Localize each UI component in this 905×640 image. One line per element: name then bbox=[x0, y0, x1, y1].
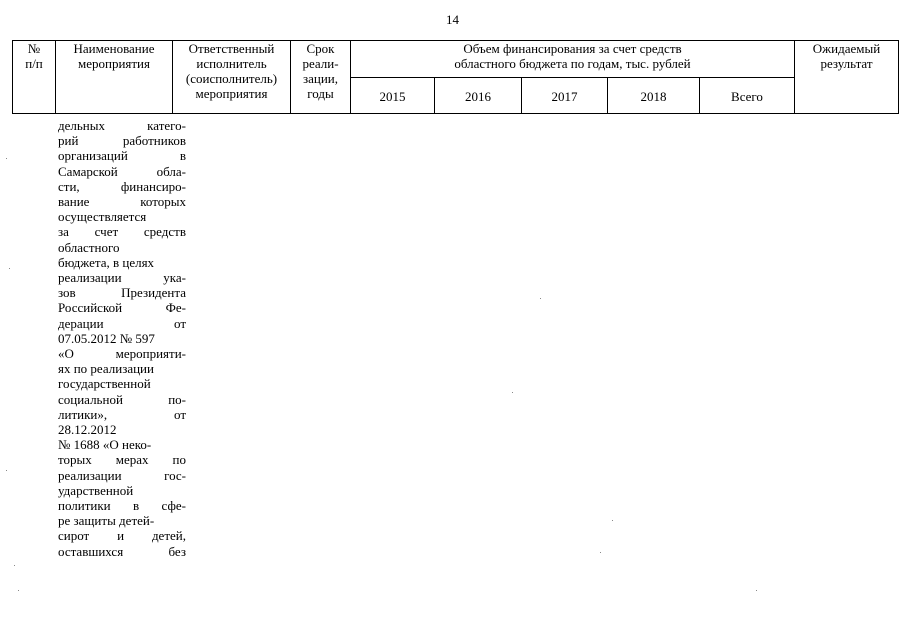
header-col-executor-line: Ответственный bbox=[188, 41, 275, 56]
header-year-total: Всего bbox=[700, 78, 795, 114]
continuation-line: дерации от bbox=[58, 315, 186, 331]
page-number: 14 bbox=[446, 12, 459, 27]
continuation-line: Российской Фе- bbox=[58, 300, 186, 316]
header-col-number-line: п/п bbox=[25, 56, 43, 71]
scan-speck bbox=[512, 392, 513, 393]
header-col-name-line: мероприятия bbox=[77, 56, 150, 71]
header-year-2016: 2016 bbox=[435, 78, 522, 114]
continuation-line: торых мерах по bbox=[58, 452, 186, 468]
continuation-line: «О мероприяти- bbox=[58, 346, 186, 362]
header-year-2017: 2017 bbox=[522, 78, 608, 114]
scan-speck bbox=[600, 552, 601, 553]
continuation-line: дельных катего- bbox=[58, 118, 186, 133]
header-table bbox=[12, 40, 899, 114]
header-col-number bbox=[13, 41, 56, 114]
continuation-line: организаций в bbox=[58, 148, 186, 164]
continuation-line: зов Президента bbox=[58, 285, 186, 301]
continuation-line: оставшихся без bbox=[58, 543, 186, 559]
scan-speck bbox=[612, 520, 613, 521]
header-col-name bbox=[56, 41, 173, 114]
header-col-result bbox=[795, 41, 899, 114]
scan-speck bbox=[14, 565, 15, 566]
continuation-line: реализации ука- bbox=[58, 270, 186, 286]
header-col-funding-line: областного бюджета по годам, тыс. рублей bbox=[454, 56, 691, 71]
header-col-funding-line: Объем финансирования за счет средств bbox=[463, 41, 682, 56]
continuation-line: 28.12.2012 bbox=[58, 422, 117, 438]
scan-speck bbox=[18, 590, 19, 591]
continuation-line: рий работников bbox=[58, 133, 186, 149]
header-col-term-line: годы bbox=[307, 86, 334, 101]
header-col-term-line: зации, bbox=[302, 71, 339, 86]
continuation-line: вание которых bbox=[58, 194, 186, 210]
scan-speck bbox=[540, 298, 541, 299]
scan-speck bbox=[6, 158, 7, 159]
header-col-number-line: № bbox=[27, 41, 41, 56]
measure-name-continuation bbox=[58, 118, 186, 559]
continuation-line: ре защиты детей- bbox=[58, 513, 155, 529]
continuation-line: 07.05.2012 № 597 bbox=[58, 330, 155, 346]
scan-speck bbox=[9, 268, 10, 269]
header-col-term-line: Срок bbox=[306, 41, 335, 56]
continuation-line: сти, финансиро- bbox=[58, 178, 186, 194]
continuation-line: бюджета, в целях bbox=[58, 254, 155, 270]
header-col-executor-line: мероприятия bbox=[195, 86, 268, 101]
header-year-2018: 2018 bbox=[608, 78, 700, 114]
header-col-result-line: результат bbox=[820, 56, 873, 71]
header-col-term bbox=[291, 41, 351, 114]
continuation-line: осуществляется bbox=[58, 209, 147, 225]
continuation-line: № 1688 «О неко- bbox=[58, 437, 152, 453]
header-col-executor-line: (соисполнитель) bbox=[185, 71, 278, 86]
continuation-line: Самарской обла- bbox=[58, 163, 186, 179]
continuation-line: за счет средств bbox=[58, 224, 186, 240]
continuation-line: политики в сфе- bbox=[58, 498, 186, 514]
scan-speck bbox=[6, 470, 7, 471]
continuation-line: ударственной bbox=[58, 482, 134, 498]
continuation-line: литики», от bbox=[58, 406, 186, 422]
header-col-term-line: реали- bbox=[302, 56, 339, 71]
header-col-result-line: Ожидаемый bbox=[812, 41, 881, 56]
continuation-line: реализации гос- bbox=[58, 467, 186, 483]
scan-speck bbox=[756, 590, 757, 591]
header-col-executor bbox=[173, 41, 291, 114]
continuation-line: государственной bbox=[58, 376, 151, 392]
header-col-name-line: Наименование bbox=[73, 41, 155, 56]
header-col-funding bbox=[351, 41, 795, 78]
continuation-line: областного bbox=[58, 239, 120, 255]
header-year-2015: 2015 bbox=[351, 78, 435, 114]
continuation-line: социальной по- bbox=[58, 391, 186, 407]
header-col-executor-line: исполнитель bbox=[196, 56, 267, 71]
continuation-line: ях по реализации bbox=[58, 361, 154, 377]
continuation-line: сирот и детей, bbox=[58, 528, 186, 544]
